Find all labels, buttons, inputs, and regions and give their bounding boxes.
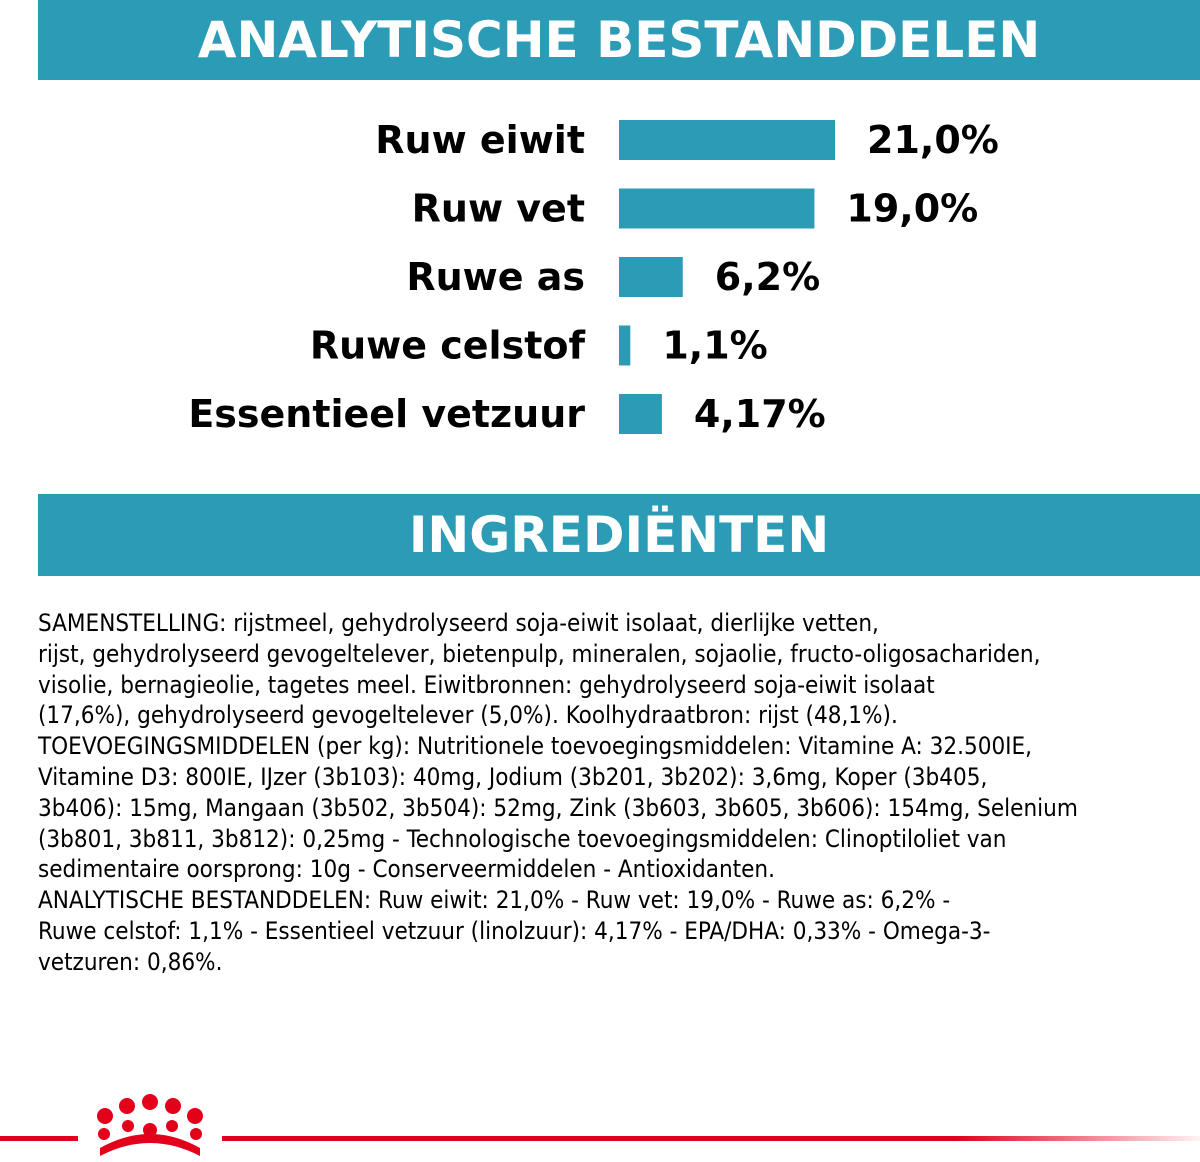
value-label: 6,2% — [714, 255, 821, 299]
nutrient-bar-chart — [0, 100, 1200, 460]
bar — [619, 257, 683, 297]
bar — [619, 120, 835, 160]
bar — [619, 189, 814, 229]
category-label: Ruwe as — [406, 255, 585, 299]
category-label: Essentieel vetzuur — [188, 392, 585, 436]
footer-band — [0, 1090, 1200, 1162]
footer-left-line — [0, 1136, 78, 1141]
crown-logo — [97, 1094, 203, 1156]
analytical-constituents-header — [38, 0, 1200, 80]
value-label: 19,0% — [846, 186, 979, 231]
ingredients-header — [38, 494, 1200, 576]
category-label: Ruwe celstof — [309, 323, 585, 368]
footer-right-line — [222, 1136, 1200, 1141]
value-label: 1,1% — [662, 323, 768, 368]
bar — [619, 326, 630, 366]
ingredients-text: SAMENSTELLING: rijstmeel, gehydrolyseerd soja-eiwit isolaat, dierlijke vetten, rijst, gehydrolyseerd gevogeltelever, bietenpulp, mineralen, sojaolie, fructo-oligosachariden, visolie, bernagieolie, tagetes meel. Eiwitbronnen: gehydrolyseerd soja-eiwit isolaat (17,6%), gehydrolyseerd gevogeltelever (5,0%). Koolhydraatbron: rijst (48,1%). TOEVOEGINGSMIDDELEN (per kg): Nutritionele toevoegingsmiddelen: Vitamine A: 32.500IE, Vitamine D3: 800IE, IJzer (3b103): 40mg, Jodium (3b201, 3b202): 3,6mg, Koper (3b405, 3b406): 15mg, Mangaan (3b502, 3b504): 52mg, Zink (3b603, 3b605, 3b606): 154mg, Selenium (3b801, 3b811, 3b812): 0,25mg - Technologische toevoegingsmiddelen: Clinoptiloliet van sedimentaire oorsprong: 10g - Conserveermiddelen - Antioxidanten. ANALYTISCHE BESTANDDELEN: Ruw eiwit: 21,0% - Ruw vet: 19,0% - Ruwe as: 6,2% - Ruwe celstof: 1,1% - Essentieel vetzuur (linolzuur): 4,17% - EPA/DHA: 0,33% - Omega-3- vetzuren: 0,86%. — [38, 609, 1078, 976]
analytical-constituents-title: ANALYTISCHE BESTANDDELEN — [197, 11, 1041, 69]
bar — [619, 394, 662, 434]
value-label: 4,17% — [693, 392, 826, 436]
value-label: 21,0% — [867, 118, 999, 162]
category-label: Ruw vet — [411, 186, 585, 231]
ingredients-title: INGREDIËNTEN — [408, 506, 830, 564]
category-label: Ruw eiwit — [375, 118, 585, 162]
